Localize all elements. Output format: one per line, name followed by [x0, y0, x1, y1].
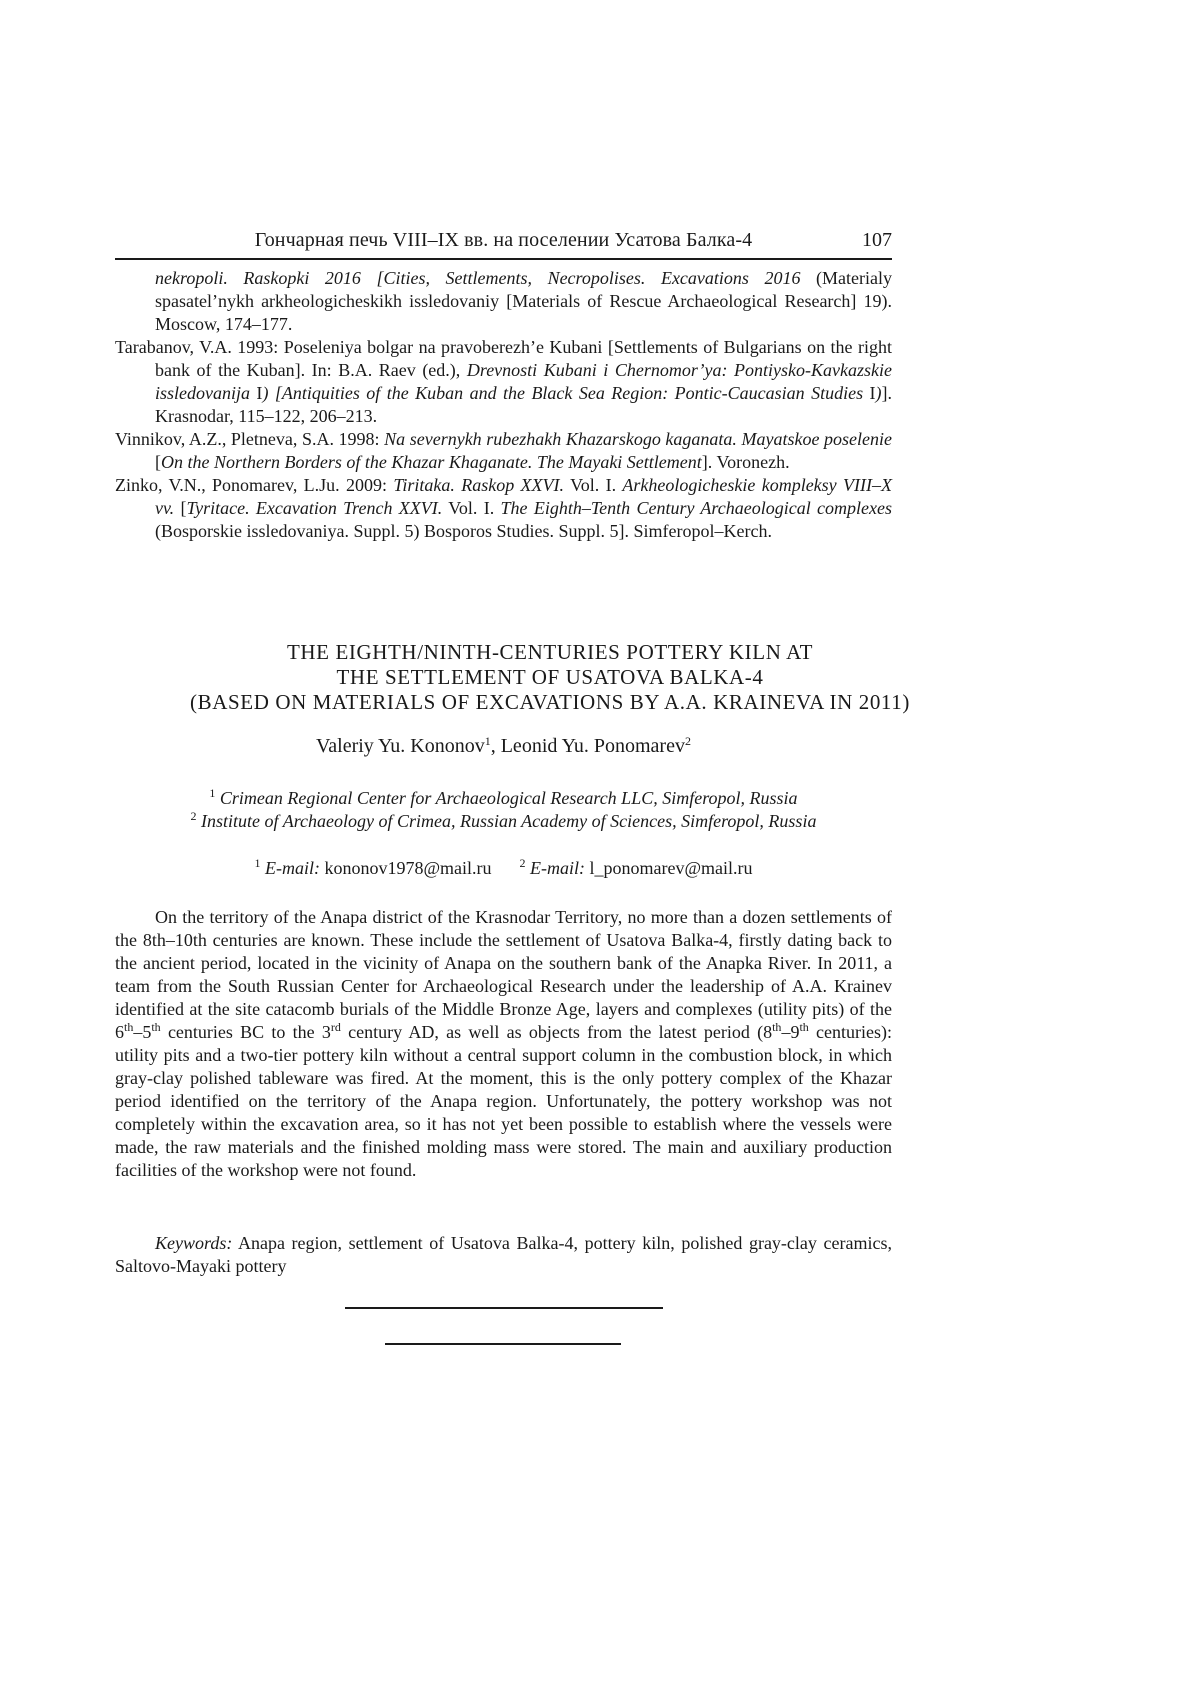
- email-mark: 1: [254, 856, 261, 870]
- reference-text: On the Northern Borders of the Khazar Khaganate. The Mayaki Settlement: [161, 452, 702, 472]
- ordinal-suffix: th: [799, 1020, 809, 1034]
- bibliography-list: [115, 267, 892, 543]
- contact-emails: [115, 857, 892, 880]
- abstract-text: centuries): utility pits and a two-tier pottery kiln without a central support column in the combustion block, in which gray-clay polished tableware was fired. At the moment, this is the only pottery complex of the Khazar period identified on the territory of the Anapa region. Unfortunately, the pottery workshop was not completely within the excavation area, so it has not yet been possible to establish where the vessels were made, the raw materials and the finished molding mass were stored. The main and auxiliary production facilities of the workshop were not found.: [115, 1022, 892, 1180]
- reference-entry: [115, 267, 892, 336]
- abstract-text: centuries BC to the 3: [160, 1022, 331, 1042]
- reference-text: (Materialy spasatel’nykh arkheologicheskikh issledovaniy [Materials of Rescue Archaeological Research] 19). Moscow, 174–177.: [155, 268, 892, 334]
- author-affiliation-mark: 1: [484, 734, 491, 748]
- reference-text: ]. Voronezh.: [701, 452, 790, 472]
- reference-text: I: [250, 383, 263, 403]
- reference-text: Tyritace. Excavation Trench XXVI.: [186, 498, 443, 518]
- ordinal-suffix: th: [124, 1020, 134, 1034]
- abstract: [115, 906, 892, 1182]
- email-label: E-mail:: [530, 858, 585, 878]
- keywords-text: Anapa region, settlement of Usatova Balka-4, pottery kiln, polished gray-clay ceramics, Saltovo-Mayaki pottery: [115, 1233, 892, 1276]
- reference-text: ): [875, 383, 882, 403]
- affiliations: [115, 787, 892, 833]
- email-label: E-mail:: [264, 858, 320, 878]
- author-list: [115, 734, 892, 759]
- affiliation-mark: 2: [190, 809, 197, 823]
- reference-text: (Bosporskie issledovaniya. Suppl. 5) Bosporos Studies. Suppl. 5]. Simferopol–Kerch.: [155, 521, 772, 541]
- reference-text: Vol. I.: [442, 498, 501, 518]
- end-rule-short: [385, 1343, 621, 1345]
- reference-text: Vol. I.: [564, 475, 623, 495]
- reference-entry: [115, 474, 892, 543]
- reference-entry: [115, 336, 892, 428]
- author-separator: ,: [490, 735, 501, 757]
- title-line: THE SETTLEMENT OF USATOVA BALKA-4: [336, 665, 764, 689]
- email-address[interactable]: l_ponomarev@mail.ru: [589, 858, 753, 878]
- reference-text: [: [174, 498, 187, 518]
- ordinal-suffix: rd: [330, 1020, 341, 1034]
- ordinal-suffix: th: [772, 1020, 782, 1034]
- reference-text: I: [863, 383, 876, 403]
- reference-entry: [115, 428, 892, 474]
- reference-text: Vinnikov, A.Z., Pletneva, S.A. 1998:: [115, 429, 385, 449]
- affiliation-text: Crimean Regional Center for Archaeological Research LLC, Simferopol, Russia: [219, 788, 798, 808]
- reference-text: Zinko, V.N., Ponomarev, L.Ju. 2009:: [115, 475, 394, 495]
- abstract-text: century AD, as well as objects from the latest period (8: [340, 1022, 773, 1042]
- page-number: 107: [862, 229, 892, 251]
- reference-text: Na severnykh rubezhakh Khazarskogo kaganata. Mayatskoe poselenie: [384, 429, 892, 449]
- author-name: Valeriy Yu. Kononov: [316, 735, 485, 757]
- reference-text: nekropoli. Raskopki 2016 [Cities, Settlements, Necropolises. Excavations 2016: [155, 268, 801, 288]
- ordinal-suffix: th: [151, 1020, 161, 1034]
- affiliation-text: Institute of Archaeology of Crimea, Russian Academy of Sciences, Simferopol, Russia: [201, 811, 817, 831]
- keywords-paragraph: [115, 1232, 892, 1278]
- end-rule-long: [345, 1307, 663, 1309]
- reference-text: Drevnosti Kubani i Chernomor’ya: Pontiysko-Kavkazskie issledovanija: [155, 360, 892, 403]
- reference-text: Antiquities of the Kuban and the Black Sea Region: Pontic-Caucasian Studies: [281, 383, 864, 403]
- affiliation: [115, 787, 892, 810]
- email-mark: 2: [519, 856, 526, 870]
- author-affiliation-mark: 2: [684, 734, 691, 748]
- title-line: (BASED ON MATERIALS OF EXCAVATIONS BY A.A. KRAINEVA IN 2011): [190, 690, 910, 714]
- affiliation-mark: 1: [209, 786, 216, 800]
- reference-text: Arkheologicheskie kompleksy VIII–X vv.: [155, 475, 892, 518]
- abstract-text: –9: [781, 1022, 800, 1042]
- running-title: Гончарная печь VIII–IX вв. на поселении Усатова Балка-4: [254, 229, 753, 251]
- reference-text: Tarabanov, V.A. 1993: Poseleniya bolgar na pravoberezh’e Kubani [Settlements of Bulgarians on the right bank of the Kuban]. In: B.A. Raev (ed.),: [115, 337, 892, 380]
- email-address[interactable]: kononov1978@mail.ru: [324, 858, 492, 878]
- reference-text: Tiritaka. Raskop XXVI.: [393, 475, 565, 495]
- abstract-text: On the territory of the Anapa district of the Krasnodar Territory, no more than a dozen settlements of the 8th–10th centuries are known. These include the settlement of Usatova Balka-4, firstly dating back to the ancient period, located in the vicinity of Anapa on the southern bank of the Anapka River. In 2011, a team from the South Russian Center for Archaeological Research under the leadership of A.A. Krainev identified at the site catacomb burials of the Middle Bronze Age, layers and complexes (utility pits) of the 6: [115, 907, 892, 1042]
- title-line: THE EIGHTH/NINTH-CENTURIES POTTERY KILN AT: [286, 640, 814, 664]
- reference-text: ) [: [262, 383, 282, 403]
- author-name: Leonid Yu. Ponomarev: [500, 735, 685, 757]
- keywords: [115, 1232, 892, 1278]
- affiliation: [115, 810, 892, 833]
- abstract-text: –5: [133, 1022, 152, 1042]
- running-header: [115, 226, 892, 260]
- reference-text: [: [155, 452, 161, 472]
- article-title: [80, 640, 1020, 715]
- abstract-paragraph: [115, 906, 892, 1182]
- keywords-label: Keywords:: [155, 1233, 233, 1253]
- reference-text: ]. Krasnodar, 115–122, 206–213.: [155, 383, 893, 426]
- reference-text: The Eighth–Tenth Century Archaeological complexes: [500, 498, 892, 518]
